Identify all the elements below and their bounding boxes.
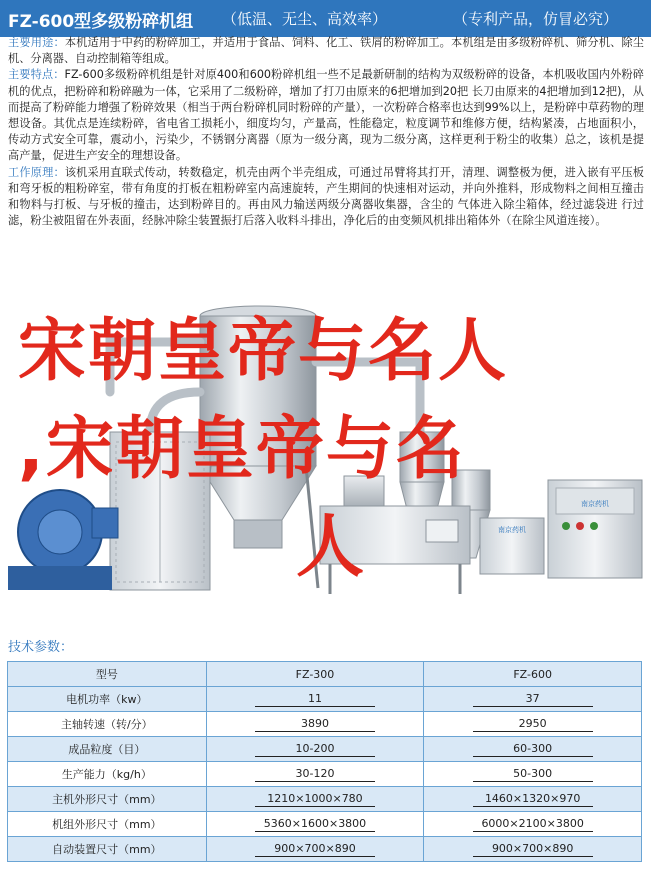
product-title: FZ-600型多级粉碎机组: [8, 12, 194, 32]
use-paragraph: [8, 35, 644, 67]
param-value-cell: [424, 787, 642, 812]
principle-label: 工作原理：: [8, 165, 65, 179]
param-name-cell: 生产能力（kg/h）: [8, 762, 207, 787]
param-value-cell: [206, 812, 424, 837]
param-value: 30-120: [255, 767, 375, 782]
table-row: [8, 687, 642, 712]
header-cell: FZ-300: [206, 662, 424, 687]
product-tagline: （低温、无尘、高效率）: [222, 10, 388, 28]
param-value-cell: [206, 687, 424, 712]
spec-header-row: [8, 662, 642, 687]
param-value: 37: [473, 692, 593, 707]
param-value-cell: [424, 837, 642, 862]
param-value-cell: [424, 687, 642, 712]
param-value-cell: [424, 737, 642, 762]
param-value-cell: [424, 712, 642, 737]
param-value-cell: [424, 762, 642, 787]
param-name-cell: 主轴转速（转/分）: [8, 712, 207, 737]
param-name-cell: 自动装置尺寸（mm）: [8, 837, 207, 862]
product-description: [8, 35, 644, 229]
param-name-cell: 成品粒度（目）: [8, 737, 207, 762]
param-value-cell: [424, 812, 642, 837]
cabinet-a-label: 南京药机: [498, 526, 526, 534]
patent-notice: （专利产品，仿冒必究）: [452, 10, 618, 28]
param-value: 10-200: [255, 742, 375, 757]
secondary-grinder: [480, 518, 544, 574]
param-value: 2950: [473, 717, 593, 732]
table-row: [8, 812, 642, 837]
param-value: 50-300: [473, 767, 593, 782]
param-name-cell: 主机外形尺寸（mm）: [8, 787, 207, 812]
use-label: 主要用途：: [8, 36, 65, 49]
spec-table: [7, 661, 642, 862]
param-value: 900×700×890: [255, 842, 375, 857]
cabinet-b-label: 南京药机: [581, 500, 609, 508]
feature-paragraph: [8, 67, 644, 164]
param-value: 1460×1320×970: [473, 792, 593, 807]
spec-section-title: 技术参数：: [8, 640, 74, 655]
param-value: 11: [255, 692, 375, 707]
param-value: 3890: [255, 717, 375, 732]
header-cell: FZ-600: [424, 662, 642, 687]
param-value: 5360×1600×3800: [255, 817, 375, 832]
table-row: [8, 762, 642, 787]
control-cabinet: [548, 480, 642, 578]
param-name-cell: 机组外形尺寸（mm）: [8, 812, 207, 837]
param-value-cell: [206, 762, 424, 787]
feature-text: FZ-600多级粉碎机组是针对原400和600粉碎机组一些不足最新研制的结构为双级粉碎的设备，本机吸收国内外粉碎机的优点，把粉碎和粉碎融为一体，它采用了二级粉碎，增加了打刀由原来的6把增加到20把 长刀由原来的4把增加到12把)，从而提高了粉碎能力增强了粉碎效果（相当于两台粉碎机同时粉碎的产量），一次粉碎合格率也达到99%以上，是粉碎中草药物的理想设备。其优点是连续粉碎，省电省工损耗小，细度均匀，产量高，性能稳定，粒度调节和维修方便，结构紧凑，占地面积小，传动方式安全可靠，震动小，污染少，不锈钢分离器（原为一级分离，现为二级分离，这样更利于粉尘的收集）总之，该机是提高产量，促进生产安全的理想设备。: [8, 68, 644, 163]
feature-label: 主要特点：: [8, 68, 65, 82]
param-value: 60-300: [473, 742, 593, 757]
table-row: [8, 737, 642, 762]
param-value-cell: [206, 737, 424, 762]
overlay-line-2: ,宋朝皇帝与名: [18, 410, 466, 489]
param-value-cell: [206, 712, 424, 737]
table-row: [8, 787, 642, 812]
param-value: 900×700×890: [473, 842, 593, 857]
param-value-cell: [206, 787, 424, 812]
principle-paragraph: [8, 165, 644, 230]
param-name-cell: 电机功率（kw）: [8, 687, 207, 712]
principle-text: 该机采用直联式传动，转数稳定，机壳由两个半壳组成，可通过吊臂将其打开，清理、调整极为便，进入嵌有平压板和弯牙板的粗粉碎室，带有角度的打板在粗粉碎室内高速旋转，产生期间的快速相对运动，并向外推料，形成物料之间相互撞击和物料与打板、与牙板的撞击，达到粉碎目的。再由风力输送两级分离器收集器，含尘的 气体进入除尘箱体，经过滤袋进 行过滤，粉尘被阻留在外表面，经脉冲除尘装置振打后落入收料斗排出，净化后的由变频风机排出箱体外（在除尘风道连接）。: [8, 165, 644, 228]
overlay-line-1: 宋朝皇帝与名人: [18, 312, 509, 391]
overlay-line-3: 人: [296, 508, 365, 587]
param-value-cell: [206, 837, 424, 862]
use-text: 本机适用于中药的粉碎加工，并适用于食品、饲料、化工、铁屑的粉碎加工。本机组是由多级粉碎机、筛分机、除尘机、分离器、自动控制箱等组成。: [8, 36, 644, 66]
param-value: 1210×1000×780: [255, 792, 375, 807]
table-row: [8, 712, 642, 737]
blower-fan: [8, 490, 118, 590]
table-row: [8, 837, 642, 862]
param-value: 6000×2100×3800: [473, 817, 593, 832]
header-cell: 型号: [8, 662, 207, 687]
header-bar: [0, 0, 651, 37]
spec-body: [8, 687, 642, 862]
